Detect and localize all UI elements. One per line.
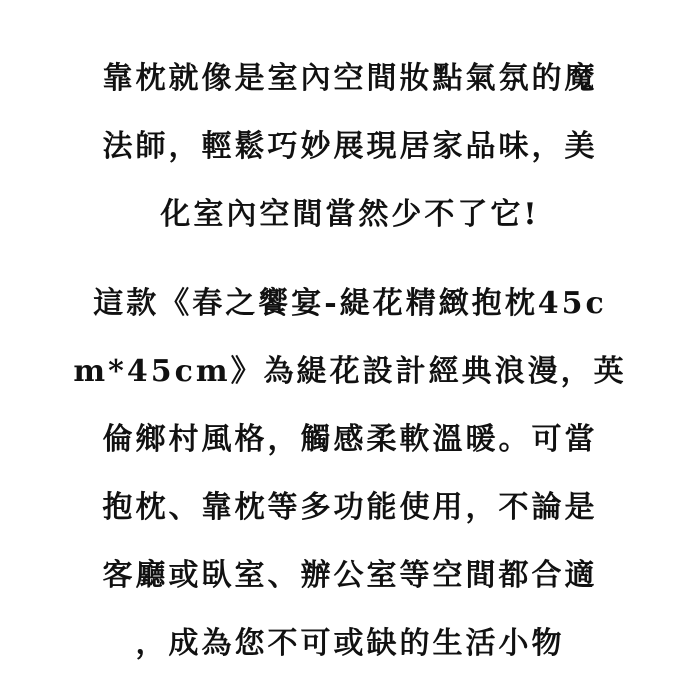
intro-paragraph bbox=[60, 45, 640, 249]
text-line: 靠枕就像是室內空間妝點氣氛的魔 bbox=[102, 61, 598, 96]
product-detail-paragraph bbox=[60, 270, 640, 678]
text-line: 法師，輕鬆巧妙展現居家品味，美 bbox=[102, 129, 598, 164]
text-line: 化室內空間當然少不了它! bbox=[160, 197, 540, 232]
text-line: m*45cm》為緹花設計經典浪漫，英 bbox=[73, 354, 627, 389]
text-line: ，成為您不可或缺的生活小物 bbox=[135, 626, 565, 661]
text-line: 倫鄉村風格，觸感柔軟溫暖。可當 bbox=[102, 422, 598, 457]
text-line: 抱枕、靠枕等多功能使用，不論是 bbox=[102, 490, 598, 525]
text-line: 這款《春之饗宴-緹花精緻抱枕45c bbox=[93, 286, 607, 321]
text-line: 客廳或臥室、辦公室等空間都合適 bbox=[102, 558, 598, 593]
